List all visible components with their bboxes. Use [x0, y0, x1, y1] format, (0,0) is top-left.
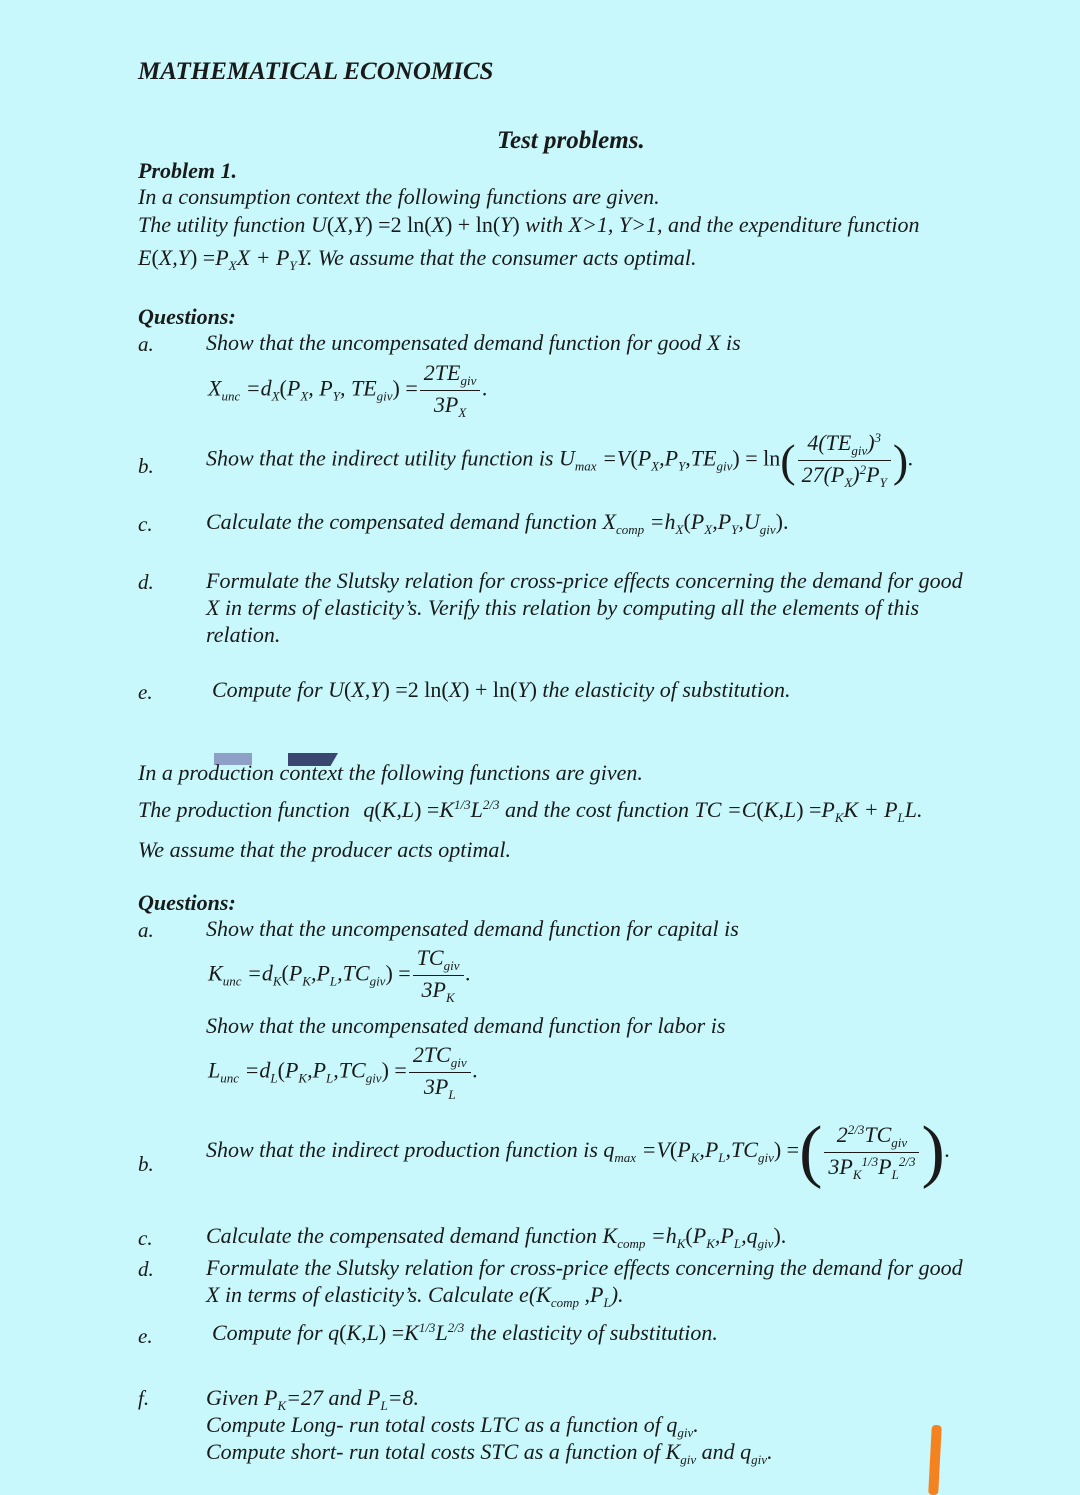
q2e-text-after: the elasticity of substitution.	[469, 1320, 718, 1345]
q2d-line2-post: ).	[610, 1282, 624, 1307]
q2f-line3-text: Compute short- run total costs STC as a function of	[206, 1439, 661, 1464]
q2f-label: f.	[138, 1386, 150, 1410]
questions-heading-2: Questions:	[138, 890, 236, 915]
q1a-label: a.	[138, 332, 154, 356]
q1d-line1: Formulate the Slutsky relation for cross-price effects concerning the demand for good	[206, 568, 963, 593]
q1b-label: b.	[138, 454, 154, 478]
utility-cond: with X>1, Y>1, and the expenditure function	[525, 212, 920, 237]
q2e-text: Compute for	[212, 1320, 323, 1345]
problem1-intro: In a consumption context the following functions are given.	[138, 184, 660, 209]
q2c-label: c.	[138, 1226, 153, 1250]
questions-heading-1: Questions:	[138, 304, 236, 329]
q2e-label: e.	[138, 1324, 153, 1348]
q2b-line: Show that the indirect production function is $q_{max} =V(P_K,P_L,TC_{giv})$ =( $\frac{2^{2/3}TC_{giv}}{3P_K^{1/3}P_L^{2/3}}$ ).	[206, 1113, 951, 1190]
q2f-line2-text: Compute Long- run total costs LTC as a function of	[206, 1412, 661, 1437]
q2d-line2-pre: X in terms of elasticity’s. Calculate e(K	[206, 1282, 551, 1307]
q2f-line3: Compute short- run total costs STC as a function of $K_{giv}$ and $q_{giv}$.	[206, 1439, 773, 1467]
q1a-formula: $X_{unc} =d_X(P_X$, $P_Y$, $TE_{giv}$) = $\frac{2TE_{giv}}{3P_X}$ .	[208, 360, 488, 420]
problem1-heading: Problem 1.	[138, 158, 237, 183]
page-subtitle: Test problems.	[497, 127, 645, 154]
q1b-text: Show that the indirect utility function is	[206, 445, 554, 471]
q2f-line1-a: Given P	[206, 1385, 278, 1410]
q2b-text: Show that the indirect production function is	[206, 1137, 598, 1163]
q2d-line2: X in terms of elasticity’s. Calculate $e(K_{comp}$ $,P_L$).	[206, 1282, 624, 1310]
q2f-line3-and: and	[701, 1439, 735, 1464]
utility-line: The utility function U(X,Y) =2 ln(X) + ln(Y) with X>1, Y>1, and the expenditure function	[138, 212, 920, 237]
q1a-text: Show that the uncompensated demand function for good X is	[206, 330, 741, 355]
q2f-line1-c: =8.	[387, 1385, 420, 1410]
production-mid: and the cost function	[505, 797, 689, 822]
production-prefix: The production function	[138, 797, 350, 822]
q1d-line3: relation.	[206, 622, 281, 647]
q2a-label: a.	[138, 918, 154, 942]
q2a-text: Show that the uncompensated demand function for capital is	[206, 916, 739, 941]
production-intro: In a production context the following functions are given.	[138, 760, 643, 785]
q2f-line2: Compute Long- run total costs LTC as a function of $q_{giv}$.	[206, 1412, 699, 1440]
q1e-line: Compute for U(X,Y) =2 ln(X) + ln(Y) the elasticity of substitution.	[212, 677, 791, 702]
q1c-line: Calculate the compensated demand function $X_{comp} =h_X(P_X,P_Y,U_{giv})$.	[206, 509, 789, 537]
q1c-label: c.	[138, 512, 153, 536]
q2e-line: Compute for $q(K,L) =K^{1/3}L^{2/3}$ the elasticity of substitution.	[212, 1320, 718, 1345]
q2d-line1: Formulate the Slutsky relation for cross-price effects concerning the demand for good	[206, 1255, 963, 1280]
q1c-text: Calculate the compensated demand function	[206, 509, 598, 534]
q2b-label: b.	[138, 1152, 154, 1176]
q2f-line1: Given $P_K=27$ and $P_L=8$.	[206, 1385, 420, 1413]
page-title: MATHEMATICAL ECONOMICS	[138, 58, 494, 85]
utility-prefix: The utility function	[138, 212, 306, 237]
q2c-line: Calculate the compensated demand function $K_{comp} =h_K(P_K,P_L,q_{giv})$.	[206, 1223, 787, 1251]
orange-pen-mark	[928, 1425, 942, 1495]
q1e-text: Compute for	[212, 677, 323, 702]
expenditure-suffix: . We assume that the consumer acts optimal.	[306, 245, 697, 270]
q2a-formula-l: $L_{unc} =d_L(P_K,P_L,TC_{giv})$ = $\frac{2TC_{giv}}{3P_L}$ .	[208, 1042, 479, 1102]
q1d-line2: X in terms of elasticity’s. Verify this relation by computing all the elements of this	[206, 595, 920, 620]
production-assume: We assume that the producer acts optimal.	[138, 837, 511, 862]
q2a-formula-k: $K_{unc} =d_K(P_K,P_L,TC_{giv})$ = $\frac{TC_{giv}}{3P_K}$ .	[208, 945, 471, 1005]
q1b-line: Show that the indirect utility function is $U_{max} =V(P_X,P_Y,TE_{giv}) = \ln$( $\frac{4(TE_{giv})^3}{27(P_X)^2P_Y}$ ).	[206, 430, 914, 490]
expenditure-line: $E(X,Y) =P_XX + P_YY$. We assume that the consumer acts optimal.	[138, 245, 697, 273]
q1e-label: e.	[138, 680, 153, 704]
q2f-line1-b: =27 and P	[286, 1385, 381, 1410]
q2c-text: Calculate the compensated demand function	[206, 1223, 598, 1248]
q2a-text2: Show that the uncompensated demand function for labor is	[206, 1013, 726, 1038]
q2d-label: d.	[138, 1257, 154, 1281]
q1e-text-after: the elasticity of substitution.	[542, 677, 791, 702]
production-function-line: The production function $q(K,L) =K^{1/3}L^{2/3}$ and the cost function TC $=C(K,L) =P_KK + P_LL$.	[138, 797, 923, 825]
q1d-label: d.	[138, 570, 154, 594]
